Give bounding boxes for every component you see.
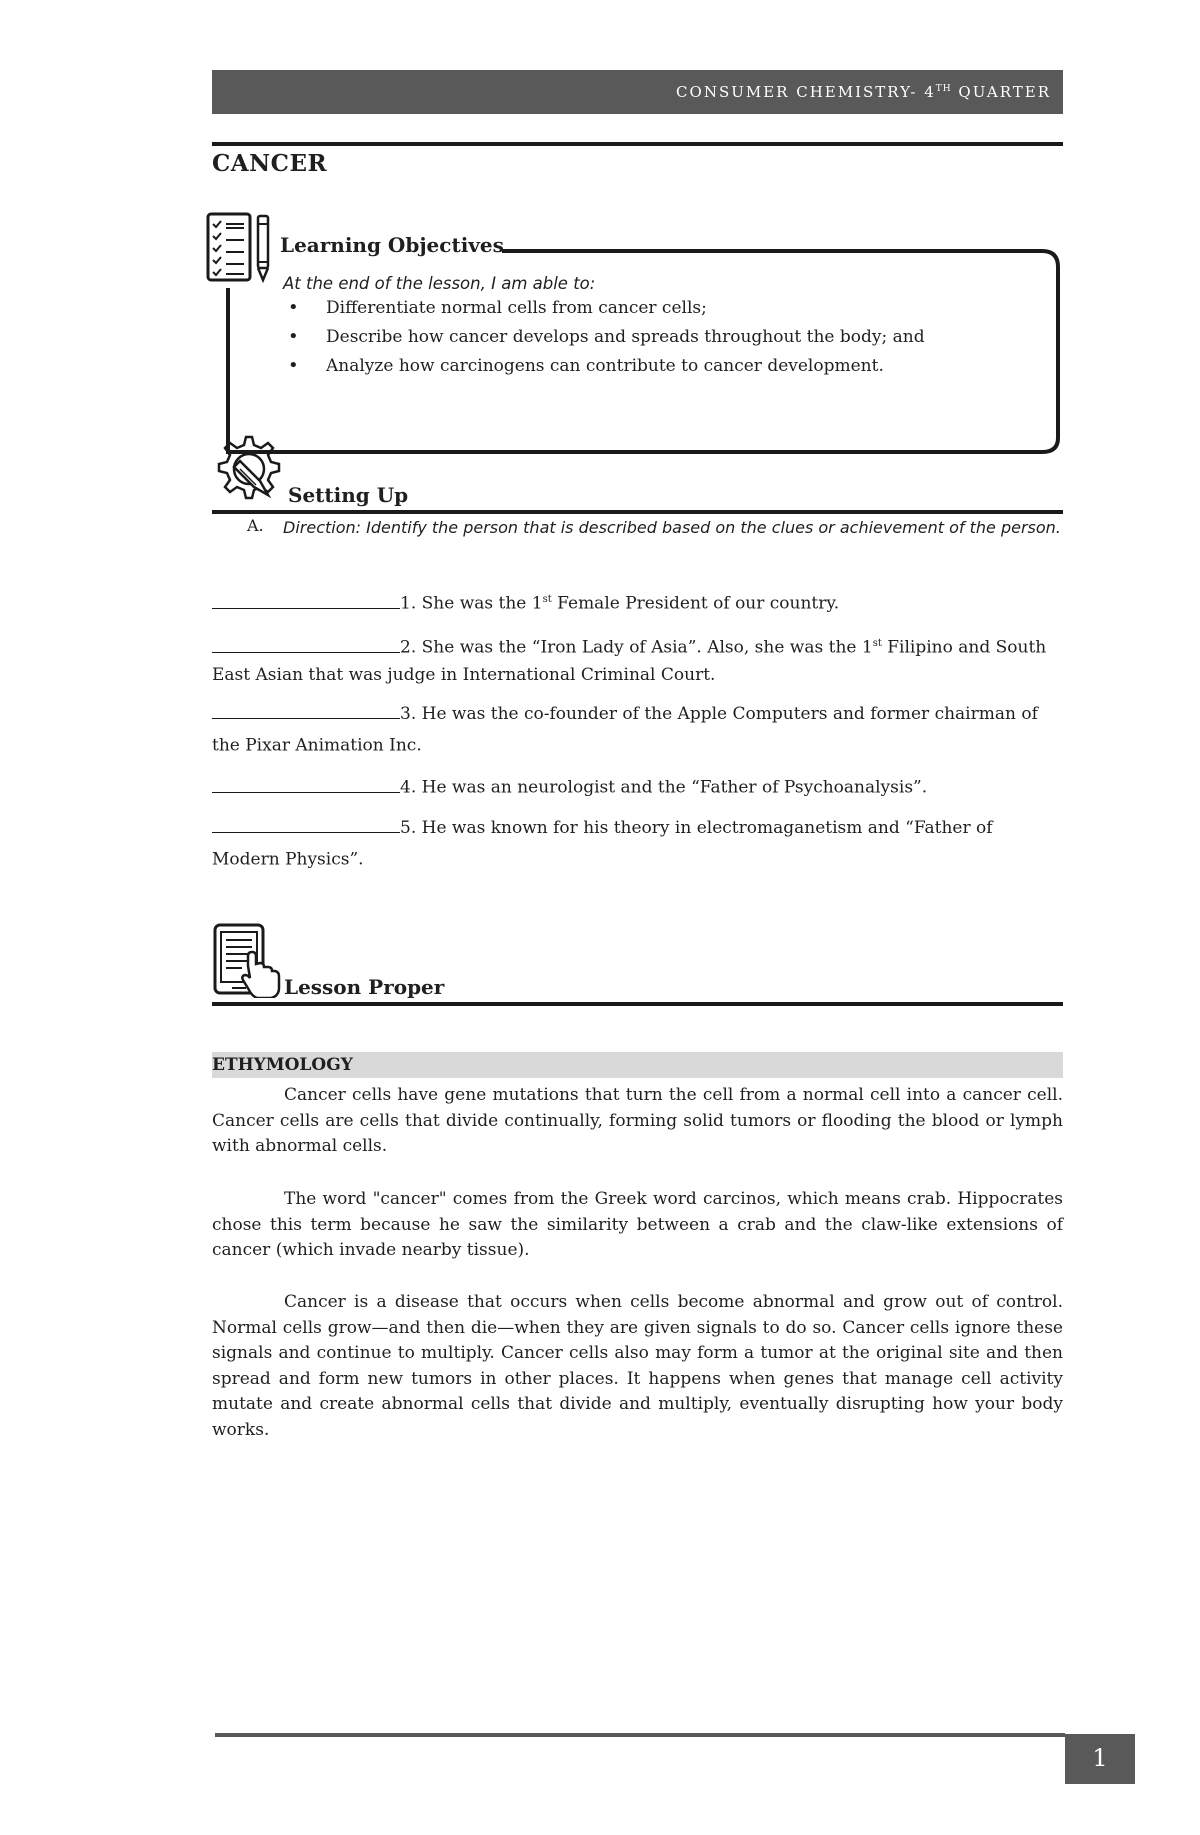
objectives-list [282,298,925,385]
direction-letter: A. [247,516,264,535]
header-bar [212,70,1063,114]
subhead-text: ETHYMOLOGY [212,1055,353,1075]
footer-rule [215,1733,1065,1737]
question-item: 3. He was the co-founder of the Apple Computers and former chairman of the Pixar Animation Inc. [212,700,1062,760]
answer-blank[interactable] [212,700,400,719]
header-text: CONSUMER CHEMISTRY- 4TH QUARTER [676,83,1051,101]
page-number-box [1065,1734,1135,1784]
question-item: 5. He was known for his theory in electromaganetism and “Father of Modern Physics”. [212,814,1062,874]
answer-blank[interactable] [212,590,400,609]
answer-blank[interactable] [212,814,400,833]
lesson-paragraph: The word "cancer" comes from the Greek word carcinos, which means crab. Hippocrates chose this term because he saw the similarity between a crab and the claw-like extensions of cancer (which invade nearby tissue). [212,1189,1063,1261]
tablet-hand-icon [212,922,282,998]
lesson-rule [212,1002,1063,1006]
answer-blank[interactable] [212,774,400,793]
question-item: 1. She was the 1st Female President of our country. [212,586,1062,618]
list-item: • Differentiate normal cells from cancer cells; [282,298,925,327]
gear-pencil-icon [210,433,286,505]
question-item: 2. She was the “Iron Lady of Asia”. Also, she was the 1st Filipino and South East Asian that was judge in International Criminal Court. [212,630,1062,689]
page-number: 1 [1092,1744,1108,1772]
list-item: • Describe how cancer develops and spreads throughout the body; and [282,327,925,356]
objectives-title: Learning Objectives [280,233,504,257]
list-item: • Analyze how carcinogens can contribute to cancer development. [282,356,925,385]
subhead-bar [212,1052,1063,1078]
answer-blank[interactable] [212,634,400,653]
objectives-intro: At the end of the lesson, I am able to: [283,274,596,293]
lesson-paragraph: Cancer cells have gene mutations that turn the cell from a normal cell into a cancer cell. Cancer cells are cells that divide continually, forming solid tumors or flooding the blood or lymph with abnormal cells. [212,1085,1063,1157]
lesson-title: Lesson Proper [284,975,445,999]
question-item: 4. He was an neurologist and the “Father of Psychoanalysis”. [212,770,1062,802]
setting-up-title: Setting Up [288,483,409,507]
title-rule [212,142,1063,146]
direction-text: Direction: Identify the person that is described based on the clues or achievement of the person. [283,518,1061,537]
page-title: CANCER [212,150,328,177]
lesson-paragraph: Cancer is a disease that occurs when cells become abnormal and grow out of control. Normal cells grow—and then die—when they are given signals to do so. Cancer cells ignore these signals and continue to multiply. Cancer cells also may form a tumor at the original site and then spread and form new tumors in other places. It happens when genes that manage cell activity mutate and create abnormal cells that divide and multiply, eventually disrupting how your body works. [212,1292,1063,1440]
